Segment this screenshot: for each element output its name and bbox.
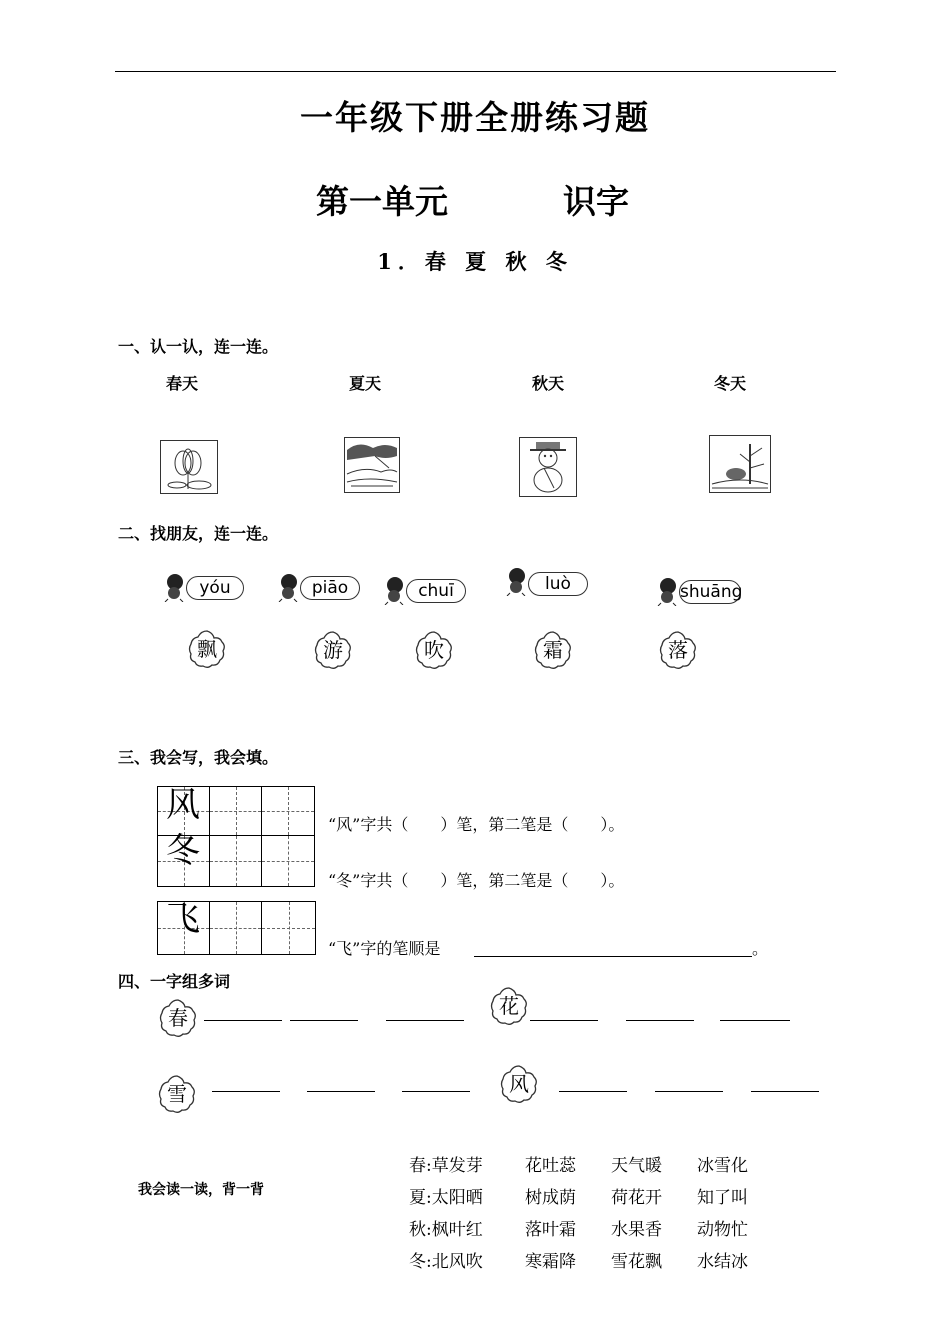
- poem-cell: 天气暖: [611, 1156, 662, 1176]
- pinyin-bubble: yóu: [186, 576, 244, 600]
- poem-cell: 水果香: [611, 1220, 662, 1240]
- flower-character: [313, 630, 353, 670]
- poem-cell: 雪花飘: [611, 1252, 662, 1272]
- page-title: 一年级下册全册练习题: [300, 98, 650, 137]
- poem-cell: 落叶霜: [525, 1220, 576, 1240]
- writing-grid-cell[interactable]: [261, 786, 315, 836]
- section3-heading: 三、我会写，我会填。: [118, 748, 279, 767]
- season-label: 春天: [166, 374, 199, 393]
- unit-title: 第一单元: [316, 182, 448, 221]
- model-char: 风: [166, 785, 200, 825]
- bee-icon: [162, 572, 188, 602]
- flower-character: [157, 1074, 197, 1114]
- flower-character: [499, 1064, 539, 1104]
- bee-icon: [382, 575, 408, 605]
- poem-cell: 荷花开: [611, 1188, 662, 1208]
- word-blank[interactable]: [386, 1020, 464, 1021]
- lesson-title: 1．春 夏 秋 冬: [377, 249, 573, 274]
- stroke-question: “风”字共（ ）笔，第二笔是（ ）。: [328, 815, 625, 834]
- section2-heading: 二、找朋友，连一连。: [118, 524, 279, 543]
- flower-char: 飘: [197, 637, 217, 661]
- bee-icon: [655, 576, 681, 606]
- writing-grid-cell[interactable]: [209, 835, 262, 887]
- top-rule: [115, 71, 836, 72]
- flower-character: [187, 629, 227, 669]
- writing-grid-cell[interactable]: [261, 835, 315, 887]
- poem-cell: 动物忙: [697, 1220, 748, 1240]
- flower-character: [533, 630, 573, 670]
- word-blank[interactable]: [402, 1091, 470, 1092]
- flower-char: 风: [509, 1072, 529, 1096]
- flower-character: [414, 630, 454, 670]
- poem-cell: 冰雪化: [697, 1156, 748, 1176]
- stroke-question: “冬”字共（ ）笔，第二笔是（ ）。: [328, 871, 625, 890]
- word-blank[interactable]: [626, 1020, 694, 1021]
- poem-cell: 寒霜降: [525, 1252, 576, 1272]
- stroke-order-end: 。: [752, 939, 769, 958]
- flower-char: 春: [168, 1006, 188, 1030]
- poem-cell: 花吐蕊: [525, 1156, 576, 1176]
- word-blank[interactable]: [751, 1091, 819, 1092]
- poem-cell: 秋:枫叶红: [409, 1220, 483, 1240]
- pinyin-bubble: piāo: [300, 576, 360, 600]
- writing-grid-cell[interactable]: [261, 901, 316, 955]
- word-blank[interactable]: [530, 1020, 598, 1021]
- flower-char: 游: [323, 638, 343, 662]
- poem-cell: 冬:北风吹: [409, 1252, 483, 1272]
- model-char: 飞: [166, 899, 200, 939]
- writing-grid-cell[interactable]: [209, 901, 262, 955]
- section4-heading: 四、一字组多词: [118, 972, 231, 991]
- summer-tree-picture: [344, 437, 400, 493]
- stroke-order-question: “飞”字的笔顺是: [328, 939, 441, 958]
- poem-cell: 知了叫: [697, 1188, 748, 1208]
- word-blank[interactable]: [212, 1091, 280, 1092]
- word-blank[interactable]: [720, 1020, 790, 1021]
- flower-character: [658, 630, 698, 670]
- flower-character: [158, 998, 198, 1038]
- stroke-order-blank[interactable]: [474, 956, 752, 957]
- flower-char: 落: [668, 638, 688, 662]
- section1-heading: 一、认一认，连一连。: [118, 337, 279, 356]
- flower-char: 雪: [167, 1082, 187, 1106]
- word-blank[interactable]: [559, 1091, 627, 1092]
- word-blank[interactable]: [290, 1020, 358, 1021]
- writing-grid-cell[interactable]: [209, 786, 262, 836]
- season-label: 冬天: [714, 374, 747, 393]
- reading-label: 我会读一读，背一背: [138, 1182, 264, 1198]
- flower-character: [489, 986, 529, 1026]
- model-char: 冬: [166, 831, 200, 871]
- winter-tree-picture: [709, 435, 771, 493]
- poem-cell: 夏:太阳晒: [409, 1188, 483, 1208]
- poem-cell: 水结冰: [697, 1252, 748, 1272]
- pinyin-bubble: chuī: [406, 579, 466, 603]
- bee-icon: [276, 572, 302, 602]
- flower-char: 吹: [424, 638, 444, 662]
- pinyin-bubble: luò: [528, 572, 588, 596]
- flower-char: 花: [499, 994, 519, 1018]
- word-blank[interactable]: [655, 1091, 723, 1092]
- bee-icon: [504, 566, 530, 596]
- unit-topic: 识字: [563, 182, 629, 221]
- season-label: 夏天: [349, 374, 382, 393]
- pinyin-bubble: shuāng: [680, 582, 743, 602]
- snowman-picture: [519, 437, 577, 497]
- word-blank[interactable]: [307, 1091, 375, 1092]
- poem-cell: 树成荫: [525, 1188, 576, 1208]
- lotus-flower-picture: [160, 440, 218, 494]
- word-blank[interactable]: [204, 1020, 282, 1021]
- season-label: 秋天: [532, 374, 565, 393]
- poem-cell: 春:草发芽: [409, 1156, 483, 1176]
- flower-char: 霜: [543, 638, 563, 662]
